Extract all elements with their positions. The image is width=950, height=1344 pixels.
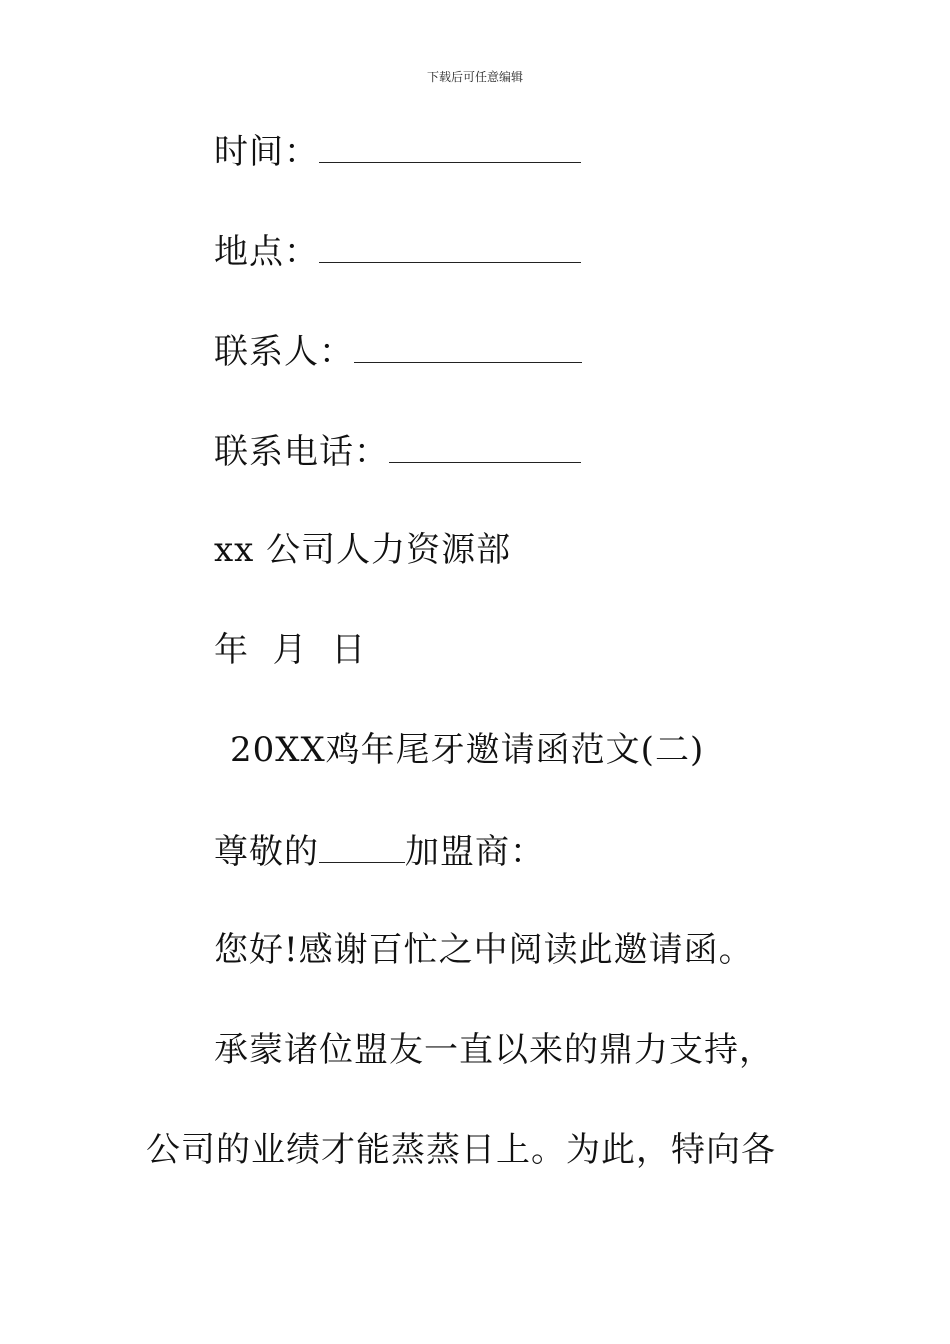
signature-dept: xx 公司人力资源部 (214, 530, 512, 570)
contact-field (214, 330, 582, 372)
salutation (214, 830, 545, 872)
phone-blank (389, 430, 581, 463)
time-blank (319, 130, 581, 163)
header-note: 下载后可任意编辑 (426, 70, 523, 84)
phone-field (214, 430, 581, 472)
body-paragraph-2-line-2: 公司的业绩才能蒸蒸日上。为此，特向各 (146, 1130, 776, 1170)
phone-label: 联系电话： (214, 432, 389, 472)
body-paragraph-1: 您好!感谢百忙之中阅读此邀请函。 (214, 930, 754, 970)
time-label: 时间： (214, 132, 319, 172)
contact-label: 联系人： (214, 332, 354, 372)
time-field (214, 130, 581, 172)
body-paragraph-2-line-1: 承蒙诸位盟友一直以来的鼎力支持， (214, 1030, 774, 1070)
place-field (214, 230, 581, 272)
salutation-blank (319, 830, 405, 863)
place-label: 地点： (214, 232, 319, 272)
section-title: 20XX鸡年尾牙邀请函范文(二) (230, 730, 705, 770)
contact-blank (354, 330, 582, 363)
signature-date: 年 月 日 (214, 630, 367, 670)
salutation-prefix: 尊敬的 (214, 832, 319, 872)
salutation-suffix: 加盟商： (405, 832, 545, 872)
place-blank (319, 230, 581, 263)
